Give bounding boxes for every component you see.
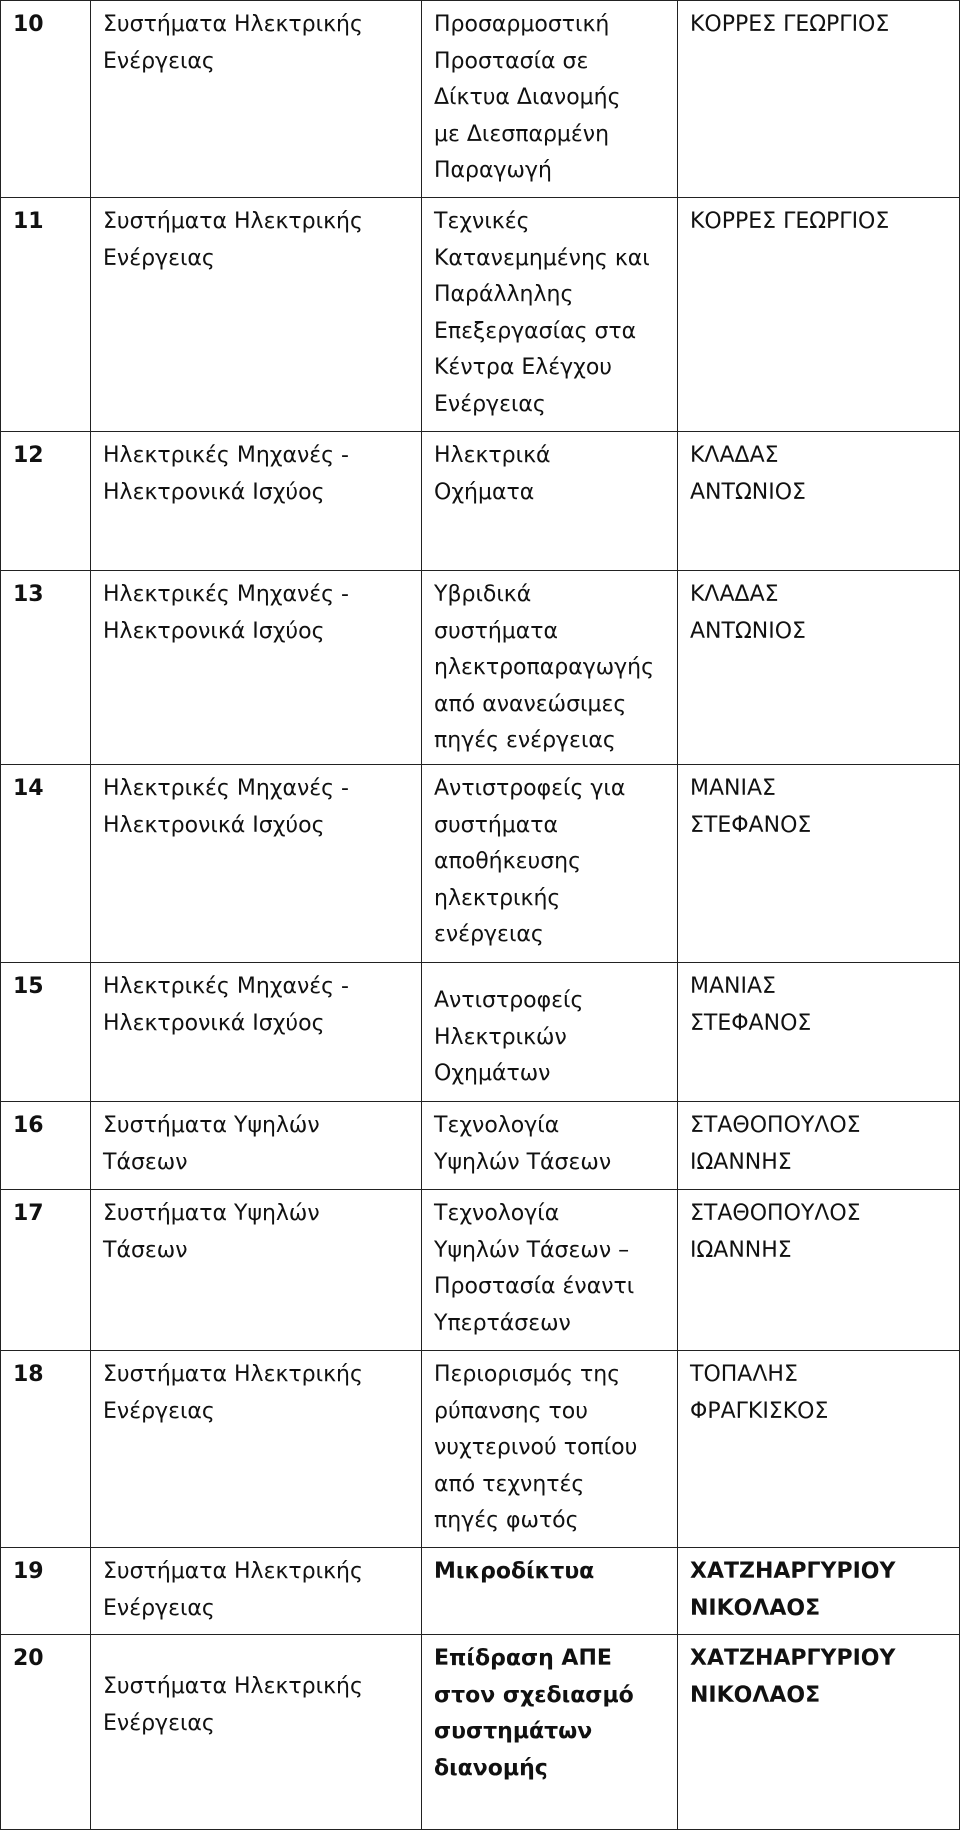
research-area: Συστήματα Υψηλών Τάσεων [91,1102,422,1190]
row-number: 15 [1,963,91,1102]
row-number: 17 [1,1190,91,1351]
supervisor-name: ΤΟΠΑΛΗΣ ΦΡΑΓΚΙΣΚΟΣ [678,1351,960,1548]
research-area: Ηλεκτρικές Μηχανές - Ηλεκτρονικά Ισχύος [91,963,422,1102]
row-number: 18 [1,1351,91,1548]
supervisor-name: ΧΑΤΖΗΑΡΓΥΡΙΟΥ ΝΙΚΟΛΑΟΣ [678,1635,960,1830]
row-number: 10 [1,1,91,198]
research-area: Συστήματα Ηλεκτρικής Ενέργειας [91,1351,422,1548]
research-area: Συστήματα Ηλεκτρικής Ενέργειας [91,198,422,432]
thesis-title: Αντιστροφείς για συστήματα αποθήκευσης ηλεκτρικής ενέργειας [422,765,678,963]
research-area: Ηλεκτρικές Μηχανές - Ηλεκτρονικά Ισχύος [91,432,422,571]
row-number: 14 [1,765,91,963]
thesis-title: Τεχνολογία Υψηλών Τάσεων [422,1102,678,1190]
row-number: 20 [1,1635,91,1830]
thesis-title: Ηλεκτρικά Οχήματα [422,432,678,571]
supervisor-name: ΣΤΑΘΟΠΟΥΛΟΣ ΙΩΑΝΝΗΣ [678,1102,960,1190]
table-row [1,198,960,432]
table-row [1,571,960,765]
research-area: Συστήματα Ηλεκτρικής Ενέργειας [91,1635,422,1830]
research-area: Συστήματα Ηλεκτρικής Ενέργειας [91,1,422,198]
research-area: Συστήματα Ηλεκτρικής Ενέργειας [91,1548,422,1635]
table-row [1,1635,960,1830]
row-number: 13 [1,571,91,765]
table-row [1,963,960,1102]
thesis-title: Τεχνολογία Υψηλών Τάσεων – Προστασία έναντι Υπερτάσεων [422,1190,678,1351]
table-row [1,1102,960,1190]
research-area: Ηλεκτρικές Μηχανές - Ηλεκτρονικά Ισχύος [91,765,422,963]
supervisor-name: ΚΛΑΔΑΣ ΑΝΤΩΝΙΟΣ [678,432,960,571]
row-number: 19 [1,1548,91,1635]
thesis-title: Περιορισμός της ρύπανσης του νυχτερινού τοπίου από τεχνητές πηγές φωτός [422,1351,678,1548]
thesis-title: Προσαρμοστική Προστασία σε Δίκτυα Διανομής με Διεσπαρμένη Παραγωγή [422,1,678,198]
row-number: 11 [1,198,91,432]
research-area: Ηλεκτρικές Μηχανές - Ηλεκτρονικά Ισχύος [91,571,422,765]
row-number: 12 [1,432,91,571]
table-row [1,1548,960,1635]
thesis-title: Επίδραση ΑΠΕ στον σχεδιασμό συστημάτων διανομής [422,1635,678,1830]
supervisor-name: ΚΟΡΡΕΣ ΓΕΩΡΓΙΟΣ [678,198,960,432]
table-row [1,765,960,963]
table-row [1,1351,960,1548]
table-row [1,432,960,571]
supervisor-name: ΣΤΑΘΟΠΟΥΛΟΣ ΙΩΑΝΝΗΣ [678,1190,960,1351]
research-area: Συστήματα Υψηλών Τάσεων [91,1190,422,1351]
table-row [1,1190,960,1351]
supervisor-name: ΚΛΑΔΑΣ ΑΝΤΩΝΙΟΣ [678,571,960,765]
supervisor-name: ΚΟΡΡΕΣ ΓΕΩΡΓΙΟΣ [678,1,960,198]
thesis-title: Τεχνικές Κατανεμημένης και Παράλληλης Επεξεργασίας στα Κέντρα Ελέγχου Ενέργειας [422,198,678,432]
thesis-title: Αντιστροφείς Ηλεκτρικών Οχημάτων [422,963,678,1102]
supervisor-name: ΜΑΝΙΑΣ ΣΤΕΦΑΝΟΣ [678,765,960,963]
supervisor-name: ΜΑΝΙΑΣ ΣΤΕΦΑΝΟΣ [678,963,960,1102]
thesis-title: Υβριδικά συστήματα ηλεκτροπαραγωγής από ανανεώσιμες πηγές ενέργειας [422,571,678,765]
row-number: 16 [1,1102,91,1190]
thesis-title: Μικροδίκτυα [422,1548,678,1635]
supervisor-name: ΧΑΤΖΗΑΡΓΥΡΙΟΥ ΝΙΚΟΛΑΟΣ [678,1548,960,1635]
table-row [1,1,960,198]
